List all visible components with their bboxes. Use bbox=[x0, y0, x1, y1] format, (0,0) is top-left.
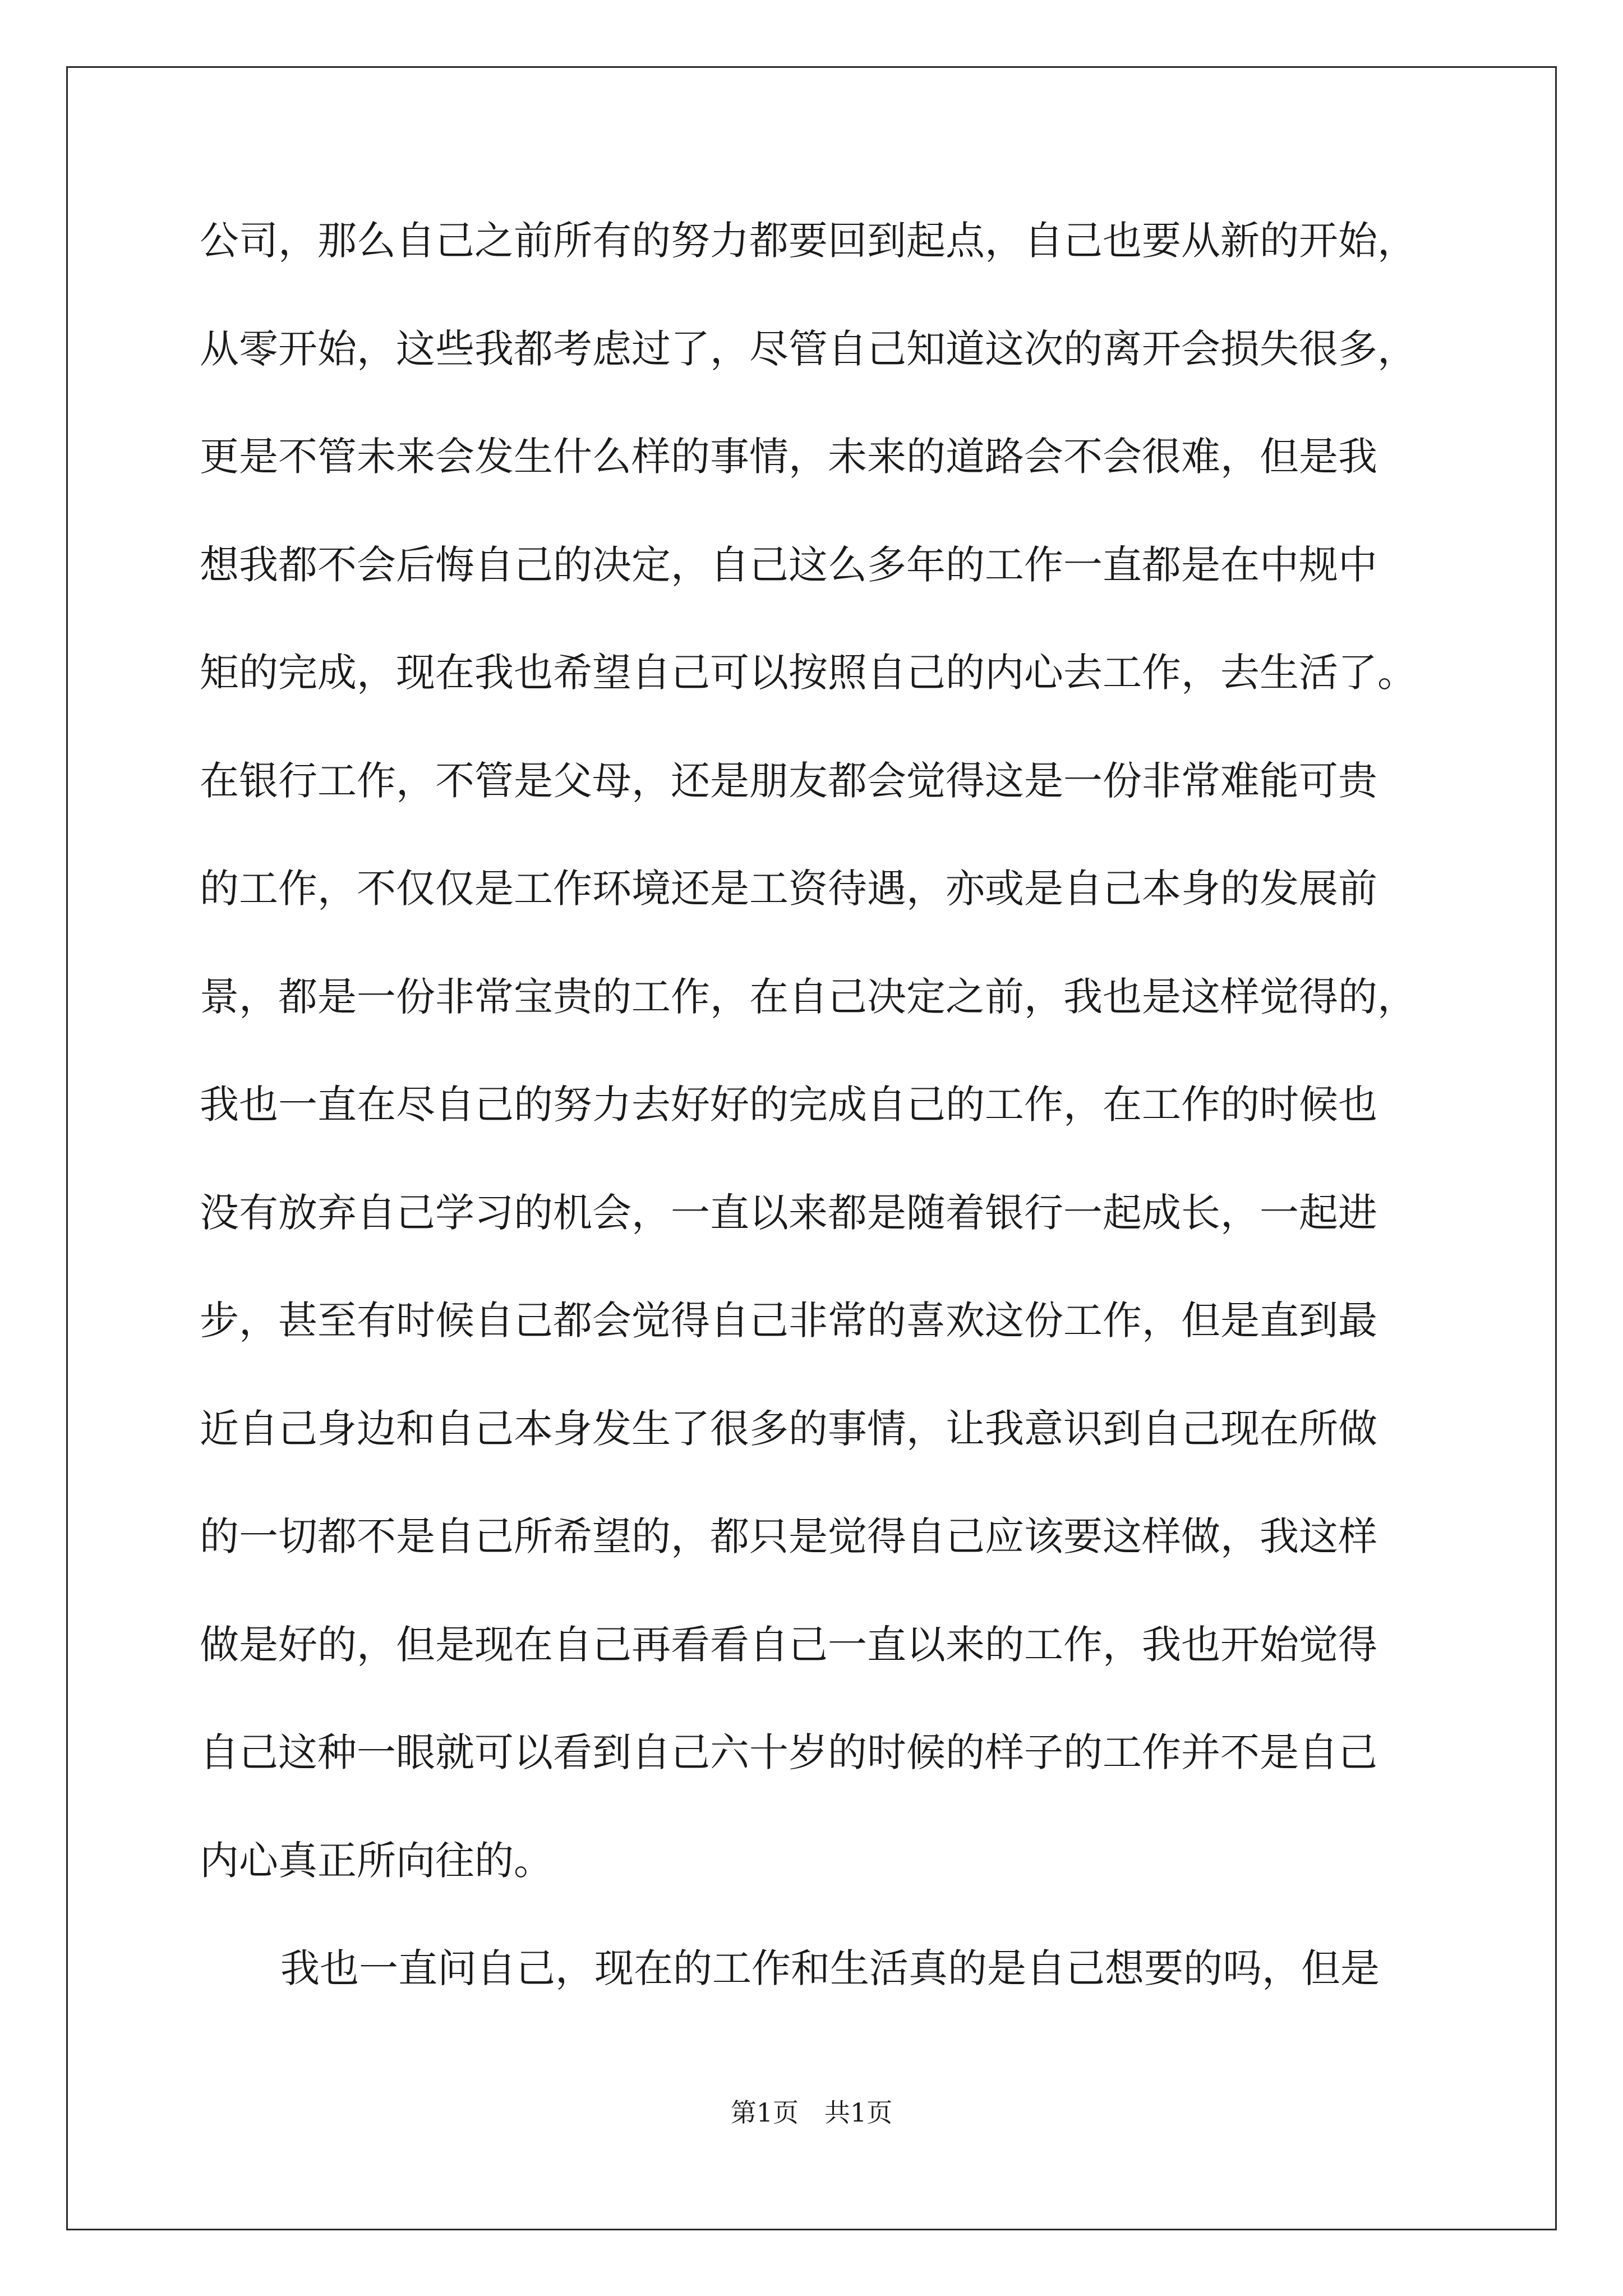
body-line: 的一切都不是自己所希望的，都只是觉得自己应该要这样做，我这样 bbox=[200, 1513, 1377, 1559]
body-line: 景，都是一份非常宝贵的工作，在自己决定之前，我也是这样觉得的， bbox=[200, 973, 1417, 1020]
body-line: 在银行工作，不管是父母，还是朋友都会觉得这是一份非常难能可贵 bbox=[200, 757, 1377, 804]
body-line: 步，甚至有时候自己都会觉得自己非常的喜欢这份工作，但是直到最 bbox=[200, 1297, 1377, 1343]
body-line: 自己这种一眼就可以看到自己六十岁的时候的样子的工作并不是自己 bbox=[200, 1729, 1377, 1775]
page-number-footer: 第1页 共1页 bbox=[730, 2097, 893, 2128]
body-line: 近自己身边和自己本身发生了很多的事情，让我意识到自己现在所做 bbox=[200, 1405, 1377, 1452]
paragraph-first-line: 我也一直问自己，现在的工作和生活真的是自己想要的吗，但是 bbox=[280, 1945, 1380, 1991]
body-line: 想我都不会后悔自己的决定，自己这么多年的工作一直都是在中规中 bbox=[200, 541, 1377, 588]
body-line: 做是好的，但是现在自己再看看自己一直以来的工作，我也开始觉得 bbox=[200, 1621, 1377, 1668]
body-line: 公司，那么自己之前所有的努力都要回到起点，自己也要从新的开始， bbox=[200, 218, 1417, 264]
body-line: 没有放弃自己学习的机会，一直以来都是随着银行一起成长，一起进 bbox=[200, 1189, 1377, 1236]
body-line: 我也一直在尽自己的努力去好好的完成自己的工作，在工作的时候也 bbox=[200, 1082, 1377, 1128]
body-line: 的工作，不仅仅是工作环境还是工资待遇，亦或是自己本身的发展前 bbox=[200, 866, 1377, 912]
body-line: 从零开始，这些我都考虑过了，尽管自己知道这次的离开会损失很多， bbox=[200, 325, 1417, 372]
document-body bbox=[200, 213, 1422, 2049]
body-line: 内心真正所向往的。 bbox=[200, 1837, 553, 1884]
body-line: 更是不管未来会发生什么样的事情，未来的道路会不会很难，但是我 bbox=[200, 434, 1377, 480]
body-line: 矩的完成，现在我也希望自己可以按照自己的内心去工作，去生活了。 bbox=[200, 650, 1417, 696]
